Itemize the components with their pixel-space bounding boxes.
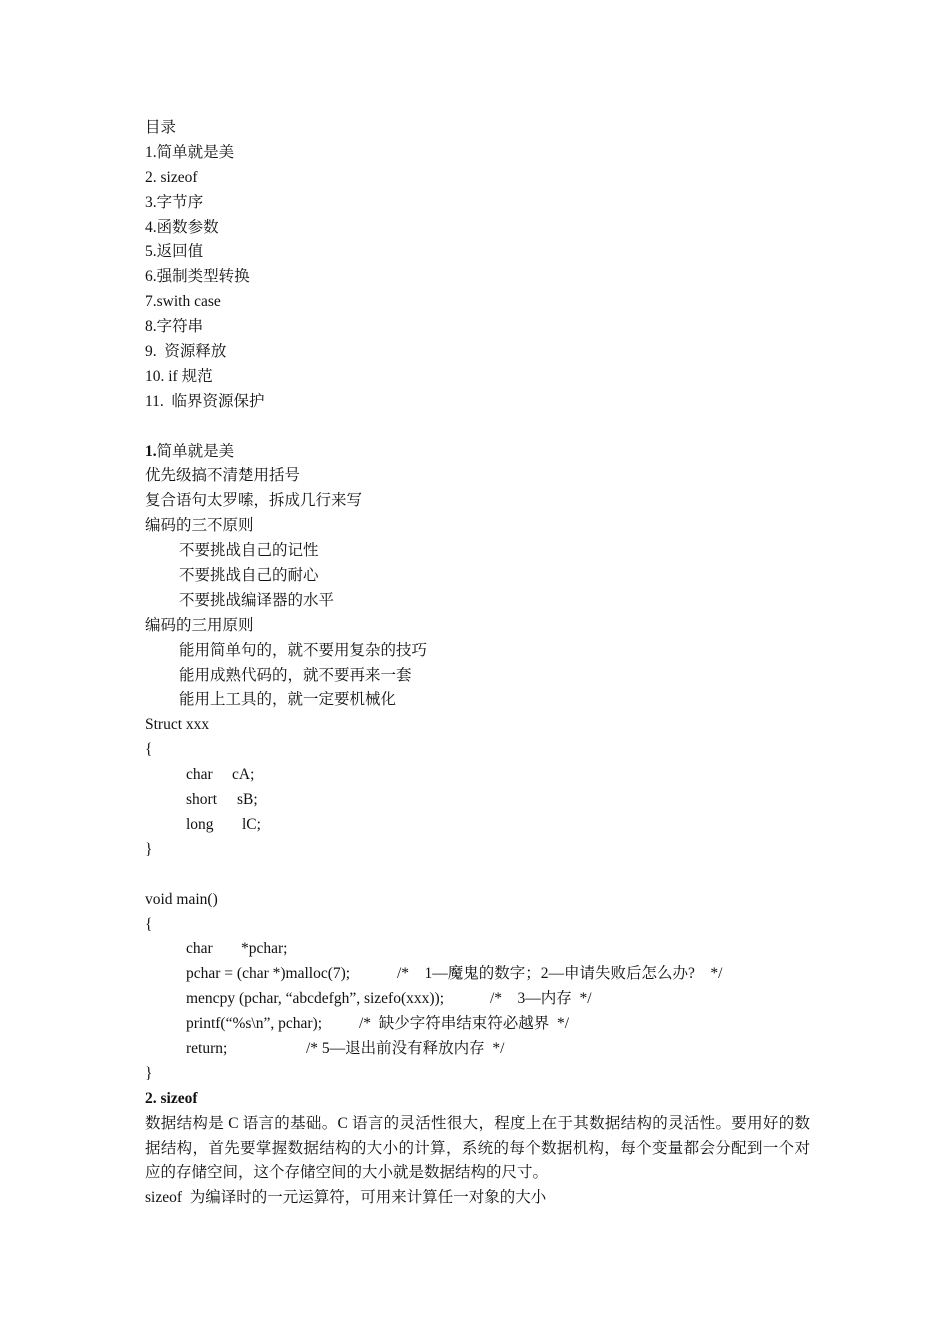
code-line: Struct xxx <box>145 716 210 734</box>
field-name: lC; <box>242 815 261 833</box>
toc-item: 3.字节序 <box>145 193 204 211</box>
section1-line: 优先级搞不清楚用括号 <box>145 467 301 485</box>
toc-item: 6.强制类型转换 <box>145 268 250 286</box>
toc-item: 8.字符串 <box>145 318 204 336</box>
code-line <box>145 962 810 987</box>
section1-line: 复合语句太罗嗦，拆成几行来写 <box>145 492 363 510</box>
toc-item: 7.swith case <box>145 293 221 311</box>
section1-title: 简单就是美 <box>156 442 235 460</box>
toc-item: 1.简单就是美 <box>145 143 235 161</box>
rule2-item: 能用上工具的，就一定要机械化 <box>179 691 397 709</box>
struct-field <box>145 813 810 838</box>
toc-item: 4.函数参数 <box>145 218 219 236</box>
toc-item: 11. 临界资源保护 <box>145 392 265 410</box>
section2-paragraph: 数据结构是 C 语言的基础。C 语言的灵活性很大，程度上在于其数据结构的灵活性。要用好的数据结构，首先要掌握数据结构的大小的计算，系统的每个数据机构，每个变量都会分配到一个对应的存储空间，这个存储空间的大小就是数据结构的尺寸。 <box>145 1114 810 1182</box>
field-name: cA; <box>232 766 255 784</box>
code-line: } <box>145 840 153 858</box>
code-keyword: char <box>186 940 213 958</box>
document-content <box>145 116 810 1211</box>
rule2-item: 能用成熟代码的，就不要再来一套 <box>179 666 412 684</box>
rule1-item: 不要挑战编译器的水平 <box>179 591 335 609</box>
spacer <box>145 863 810 888</box>
struct-field <box>145 763 810 788</box>
section2-paragraph: sizeof 为编译时的一元运算符，可用来计算任一对象的大小 <box>145 1189 547 1207</box>
section1-number: 1. <box>145 442 157 460</box>
rule2-title: 编码的三用原则 <box>145 616 254 634</box>
toc-list <box>145 141 810 415</box>
struct-code-block <box>145 713 810 862</box>
toc-item: 9. 资源释放 <box>145 343 227 361</box>
code-comment: /* 3—内存 */ <box>490 990 592 1008</box>
rule2-item: 能用简单句的，就不要用复杂的技巧 <box>179 641 428 659</box>
code-comment: /* 缺少字符串结束符必越界 */ <box>359 1015 570 1033</box>
toc-item: 10. if 规范 <box>145 367 213 385</box>
code-line: { <box>145 915 153 933</box>
code-text: return; <box>186 1039 228 1057</box>
code-line: { <box>145 741 153 759</box>
code-text: *pchar; <box>241 940 288 958</box>
rule1-title: 编码的三不原则 <box>145 517 254 535</box>
toc-item: 5.返回值 <box>145 243 204 261</box>
rule1-item: 不要挑战自己的记性 <box>179 542 319 560</box>
code-line <box>145 1037 810 1062</box>
code-line <box>145 987 810 1012</box>
code-line <box>145 937 810 962</box>
code-comment: /* 1—魔鬼的数字；2—申请失败后怎么办? */ <box>397 965 723 983</box>
spacer <box>145 415 810 440</box>
struct-field <box>145 788 810 813</box>
toc-title: 目录 <box>145 119 177 136</box>
field-type: short <box>186 791 217 809</box>
main-code-block <box>145 888 810 1087</box>
field-name: sB; <box>237 791 258 809</box>
code-line: void main() <box>145 890 218 908</box>
code-line <box>145 1012 810 1037</box>
rule1-item: 不要挑战自己的耐心 <box>179 567 319 585</box>
code-text: printf(“%s\n”, pchar); <box>186 1015 322 1033</box>
section2-heading: 2. sizeof <box>145 1089 198 1107</box>
field-type: long <box>186 815 214 833</box>
code-text: pchar = (char *)malloc(7); <box>186 965 351 983</box>
code-comment: /* 5—退出前没有释放内存 */ <box>306 1039 505 1057</box>
code-line: } <box>145 1064 153 1082</box>
code-text: mencpy (pchar, “abcdefgh”, sizefo(xxx)); <box>186 990 445 1008</box>
field-type: char <box>186 766 213 784</box>
section1-heading <box>145 440 810 465</box>
toc-item: 2. sizeof <box>145 168 198 186</box>
